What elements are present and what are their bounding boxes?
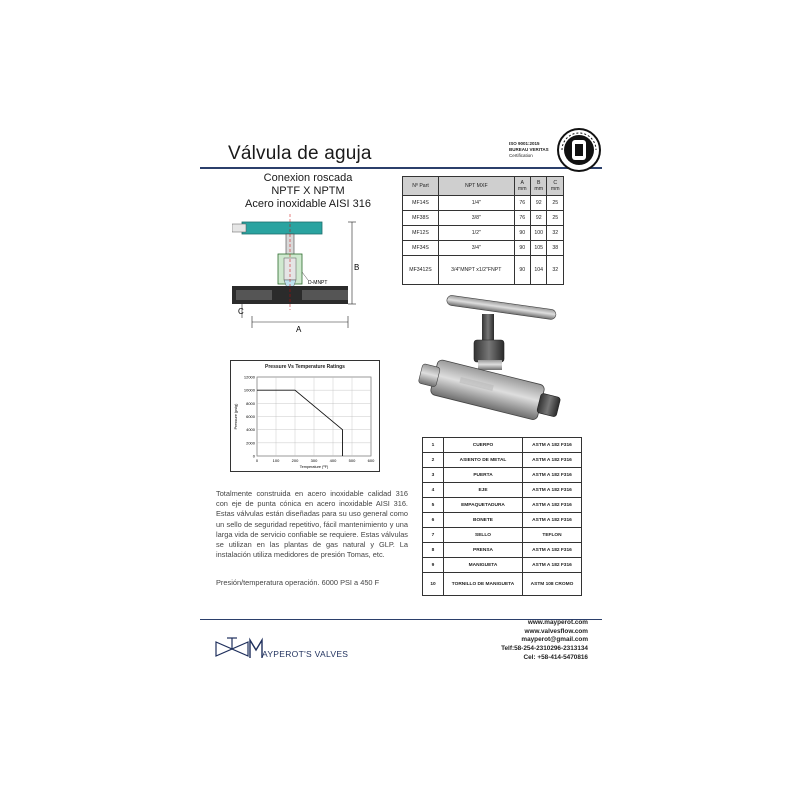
x-tick-label: 400 (329, 458, 337, 463)
cell-c: 25 (547, 196, 564, 211)
parts-table (422, 437, 582, 596)
header-b-unit: mm (534, 186, 544, 192)
contact-website-2[interactable]: www.valvesflow.com (524, 627, 588, 635)
part-number: 2 (423, 453, 444, 468)
x-tick-label: 100 (272, 458, 280, 463)
iso-certification (509, 141, 563, 159)
header-a-unit: mm (517, 186, 527, 192)
cell-a: 90 (514, 256, 530, 285)
dimension-a-label: A (296, 325, 302, 334)
needle-valve-photo (418, 292, 568, 430)
x-tick-label: 600 (367, 458, 375, 463)
pressure-temperature-chart (230, 360, 380, 472)
cell-b: 100 (530, 226, 546, 241)
header-a (514, 177, 530, 196)
part-name: SELLO (444, 528, 523, 543)
cell-part: MF14S (403, 196, 439, 211)
table-row (403, 241, 564, 256)
iso-standard: ISO 9001:2015 (509, 141, 540, 146)
cell-b: 105 (530, 241, 546, 256)
x-axis-label: Temperature (ºF) (299, 465, 329, 469)
y-tick-label: 2000 (246, 440, 255, 446)
cell-part: MF12S (403, 226, 439, 241)
part-number: 8 (423, 543, 444, 558)
part-material: ASTM A 182 F316 (523, 438, 582, 453)
table-row (403, 256, 564, 285)
thread-label: D-MNPT (308, 280, 328, 286)
table-row (423, 483, 582, 498)
cell-npt: 1/2" (439, 226, 514, 241)
cell-npt: 3/4" (439, 241, 514, 256)
part-number: 6 (423, 513, 444, 528)
header-part (403, 177, 439, 196)
part-material: ASTM A 182 F316 (523, 558, 582, 573)
part-name: ASIENTO DE METAL (444, 453, 523, 468)
cell-part: MF3412S (403, 256, 439, 285)
contact-email[interactable]: mayperot@gmail.com (521, 636, 588, 644)
bureau-veritas-seal-icon (556, 127, 602, 173)
y-tick-label: 4000 (246, 427, 255, 433)
part-name: PRENSA (444, 543, 523, 558)
table-row (403, 196, 564, 211)
header-c-label: C (553, 180, 558, 186)
part-number: 7 (423, 528, 444, 543)
part-name: TORNILLO DE MANIGUETA (444, 573, 523, 596)
part-name: MANIGUETA (444, 558, 523, 573)
thread-type: NPTF X NPTM (271, 185, 345, 197)
y-tick-label: 10000 (243, 387, 255, 393)
part-name: PUERTA (444, 468, 523, 483)
part-material: ASTM A 182 F316 (523, 483, 582, 498)
part-material: ASTM A 182 F316 (523, 543, 582, 558)
part-number: 1 (423, 438, 444, 453)
connection-specs (228, 172, 388, 211)
part-material: ASTM A 182 F316 (523, 498, 582, 513)
part-number: 5 (423, 498, 444, 513)
header-npt (439, 177, 514, 196)
contact-website-1[interactable]: www.mayperot.com (527, 619, 588, 626)
page-title: Válvula de aguja (228, 143, 372, 164)
product-description: Totalmente construida en acero inoxidable calidad 316 con eje de punta cónica en acero inoxidable AISI 316. Estas válvulas están diseñadas para su uso general como un sello de seguridad repetitivo, fácil mantenimiento y una larga vida de servicio confiable se requiere. Estas válvulas se utilizan en las plantas de gas natural y GLP. La instalación utiliza medidores de presión Tomas, etc. (216, 489, 408, 560)
part-name: EMPAQUETADURA (444, 498, 523, 513)
cell-part: MF38S (403, 211, 439, 226)
cell-a: 76 (514, 211, 530, 226)
operating-spec: Presión/temperatura operación. 6000 PSI a 450 F (216, 578, 380, 587)
dimension-c-label: C (238, 307, 244, 316)
iso-body: BUREAU VERITAS (509, 147, 549, 152)
part-material: ASTM A 182 F316 (523, 453, 582, 468)
cell-b: 92 (530, 211, 546, 226)
part-number: 10 (423, 573, 444, 596)
cell-c: 32 (547, 256, 564, 285)
table-row (423, 573, 582, 596)
table-row (423, 438, 582, 453)
chart-plot (231, 361, 379, 471)
table-row (423, 498, 582, 513)
contact-phone: Telf:58-254-2310296-2313134 (501, 645, 588, 653)
header-part-label: Nº Part (412, 183, 429, 189)
cell-c: 32 (547, 226, 564, 241)
header-a-label: A (520, 180, 524, 186)
cell-part: MF34S (403, 241, 439, 256)
x-tick-label: 0 (255, 458, 259, 463)
dimension-table-header (403, 177, 564, 196)
x-tick-label: 500 (348, 458, 356, 463)
connection-type: Conexion roscada (263, 172, 353, 184)
table-row (423, 558, 582, 573)
cell-npt: 3/4"MNPT x1/2"FNPT (439, 256, 514, 285)
header-b (530, 177, 546, 196)
cell-b: 92 (530, 196, 546, 211)
cell-npt: 1/4" (439, 196, 514, 211)
cell-c: 38 (547, 241, 564, 256)
table-row (403, 226, 564, 241)
table-row (423, 543, 582, 558)
y-tick-label: 6000 (246, 414, 255, 419)
part-name: EJE (444, 483, 523, 498)
part-number: 3 (423, 468, 444, 483)
header-c (547, 177, 564, 196)
contact-info (470, 619, 588, 663)
table-row (423, 513, 582, 528)
y-tick-label: 8000 (246, 400, 255, 406)
cell-c: 25 (547, 211, 564, 226)
table-row (423, 468, 582, 483)
dimension-b-label: B (354, 263, 360, 272)
header-b-label: B (536, 180, 541, 186)
y-axis-label: Pressure (psig) (234, 403, 238, 430)
material-grade: Acero inoxidable AISI 316 (245, 198, 371, 210)
cell-npt: 3/8" (439, 211, 514, 226)
dimension-table (402, 176, 564, 285)
part-name: BONETE (444, 513, 523, 528)
cell-a: 76 (514, 196, 530, 211)
valve-dimension-diagram (232, 210, 372, 340)
cell-a: 90 (514, 241, 530, 256)
chart-title: Pressure Vs Temperature Ratings (265, 364, 345, 370)
header-c-unit: mm (550, 186, 560, 192)
logo-wordmark: AYPEROT'S VALVES (262, 649, 349, 659)
y-tick-label: 12000 (243, 374, 255, 380)
part-material: ASTM A 182 F316 (523, 468, 582, 483)
part-number: 9 (423, 558, 444, 573)
contact-mobile: Cel: +58-414-5470816 (523, 653, 588, 661)
part-material: ASTM 108 CROMO (523, 573, 582, 596)
part-number: 4 (423, 483, 444, 498)
table-row (423, 453, 582, 468)
x-tick-label: 200 (291, 458, 299, 463)
title-divider (200, 167, 602, 169)
cell-b: 104 (530, 256, 546, 285)
cell-a: 90 (514, 226, 530, 241)
part-material: ASTM A 182 F316 (523, 513, 582, 528)
part-material: TEFLON (523, 528, 582, 543)
table-row (403, 211, 564, 226)
iso-label: Certification (509, 153, 533, 158)
x-tick-label: 300 (310, 458, 318, 463)
table-row (423, 528, 582, 543)
header-npt-label: NPT MXF (464, 183, 488, 189)
part-name: CUERPO (444, 438, 523, 453)
y-tick-label: 0 (252, 453, 255, 459)
